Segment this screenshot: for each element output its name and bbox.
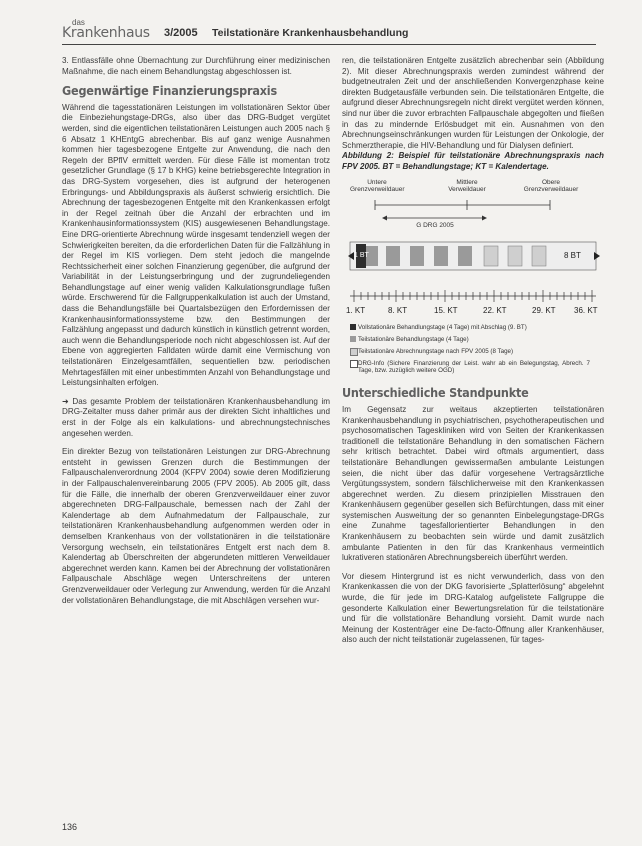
legend-swatch [350,324,356,330]
figure-caption: Abbildung 2: Beispiel für teilstationäre Abrechnungspraxis nach FPV 2005. BT = Behandlungstage; KT = Kalendertage. [342,151,604,171]
teilstationaer-bar [458,246,472,266]
label-lower-gvd: Untere Grenzverweildauer [350,179,405,194]
abrechnung-bar [508,246,522,266]
tick-label: 1. KT [346,306,366,316]
teilstationaer-bar [434,246,448,266]
legend-swatch [350,336,356,342]
running-title: Teilstationäre Krankenhausbehandlung [212,27,409,39]
abrechnung-bar [484,246,498,266]
legend-label: DRG-Info (Sichere Finanzierung der Leist. wahr ab ein Belegungstag, Abrech. 7 Tage, bzw. zuzüglich weitere OGD) [358,360,590,375]
legend-label: Teilstationäre Abrechnungstage nach FPV 2005 (8 Tage) [358,348,514,356]
page-number: 136 [62,822,78,832]
paragraph: Ein direkter Bezug von teilstationären Leistungen zur DRG-Abrechnung entsteht in gewissen Grenzen durch die Bestimmungen der Fallpauschalenverordnung 2004 (KFPV 2004) sowie deren Modifizierung in der Fallpauschalenvereinbarung 2005 (FPV 2005). Ab 2005 gilt, dass für die Fälle, die innerhalb der oberen Grenzverweildauer einer zuvor abgerechneten DRG-Fallpauschale, bemessen nach der Zahl der Kalendertage ab dem Aufnahmedatum der Fallpauschale, zur teilstationären Krankenhausbehandlung aufgenommen werden oder in demselben Krankenhaus von der vollstationären in die teilstationäre Versorgung wechseln, ein teilstationäres Entgelt erst nach dem 8. Kalendertag ab Überschreiten der abgerundeten mittleren Verweildauer abgerechnet werden kann. Kamen bei der Abrechnung der vollstationären Fallpauschale Abschläge wegen Unterschreitens der unteren Grenzverweildauer oder Verlegung zur Anwendung, werden für die Anzahl der vollstationären Behandlungstage, die mit Abschlägen versehen wur- [62,447,330,605]
bt-left-label: 1 BT [354,252,369,260]
timeline-svg [342,178,604,418]
tick-label: 22. KT [483,306,507,316]
logo-prefix: das [72,18,85,27]
paragraph: Während die tagesstationären Leistungen im vollstationären Sektor über die Einbeziehungstage-DRGs, also über das DRG-Budget vergütet werden, sind die eigentlichen teilstationären Leistungen auch 2005 nach § 6 Absatz 1 KHEntgG abrechenbar. Bis auf ganz wenige Ausnahmen kommen hier tagesbezogene Entgelte zur Anwendung, die nach den Regeln der BPflV ermittelt werden. Für diese Fälle ist momentan trotz gesetzlicher Grundlage (§ 17 b KHG) keine betriebsgerechte Integration in das DRG-System vorgesehen, dies ist aufgrund der heterogenen Erbringungs- und Abbildungspraxis als äußerst schwierig ersichtlich. Die Abrechnung der tagesbezogenen Entgelte mit den Krankenkassen erfolgt in der Regel zeitnah über die Anzahl der erbrachten und im Krankenhausinformationssystem (KIS) ausgewiesenen Behandlungstage. Eine DRG-orientierte Abrechnung würde insgesamt tendenziell wegen der Schwierigkeiten bereiten, da die erforderlichen Daten für die Fallzählung in der Regel im KIS vorliegen. Dem steht jedoch die mangelnde Rechtssicherheit einer solchen Finanzierung gegenüber, die aufgrund der Variabilität in der Leistungserbringung und der zugrundeliegenden Behandlungstage auf einer wenig validen Kalkulationsgrundlage fußen würde. Erschwerend für die Fallgruppenkalkulation ist auch der Umstand, dass die Behandlungsfälle bei Quartalsbezügen den Erfordernissen der Krankenhausinformationssysteme bzw. den Bestimmungen der Fallzählung angepasst und dadurch künstlich in künstlich getrennt worden, auch wenn die Behandlungsperiode noch nicht abgeschlossen ist. Auf der Ebene von aggregierten Falldaten würde damit eine Vermischung von teilstationären Einzelgesamtfällen, sequentiellen bzw. periodischen Mehrtagesfällen mit einer unbestimmten Anzahl von Behandlungstage und Leistungsinhalten erfolgen. [62,102,330,388]
journal-logo: Krankenhaus [62,25,150,41]
label-mean-vd: Mittlere Verweildauer [448,179,486,194]
tick-label: 8. KT [388,306,408,316]
label-upper-gvd: Obere Grenzverweildauer [523,179,579,194]
legend-item [358,348,598,355]
tick-label: 36. KT [574,306,598,316]
paragraph: Im Gegensatz zur weitaus akzeptierten teilstationären Krankenhausbehandlung in psychiatrischen, psychotherapeutischen und psychosomatischen Tageskliniken wird von Seiten der Krankenkassen traditionell die teilstationäre Behandlung in den somatischen Fächern sehr kritisch betrachtet. Dabei wird oftmals argumentiert, dass teilstationäre Behandlungen gewissermaßen ambulante Leistungen seien, die nicht über das dafür vorgesehene Vertragsärztliche Vergütungssystem, sondern fälschlicherweise mit den Krankenkassen abgerechnet werden. Zu diesem prinzipiellen Misstrauen den Krankenhäusern gegenüber gesellen sich Befürchtungen, dass mit einer systemischen Ausweitung der so genannten Einbelegungstage-DRGs eine Zunahme tagesfallorientierter Behandlungen in den Krankenhäusern zu beobachten sein würde und damit zusätzlich ambulante Patienten in den für das Krankenhaus vermeintlich lukrativeren stationären Abrechnungsbereich überführt werden. [342,404,604,563]
legend-label: Vollstationäre Behandlungstage (4 Tage) mit Abschlag (9. BT) [358,324,527,332]
intro-paragraph: 3. Entlassfälle ohne Übernachtung zur Durchführung einer medizinischen Maßnahme, die nach einem Behandlungstag abgeschlossen ist. [62,56,330,76]
section-heading-standpunkte: Unterschiedliche Standpunkte [342,385,529,401]
left-column [62,56,330,606]
drg-range-label: G DRG 2005 [416,222,454,230]
tick-label: 29. KT [532,306,556,316]
right-column [342,56,604,646]
paragraph: Vor diesem Hintergrund ist es nicht verwunderlich, dass von den Krankenkassen die von der DKG favorisierte „Splatterlösung“ abgelehnt wurde, die für jede im DRG-Katalog aufgelistete Fallgruppe die gesonderte Kalkulation einer Bewertungsrelation für die teilstationäre und für die vollstationäre Behandlung vorsieht. Damit wurde nach Meinung der Kostenträger eine De-facto-Öffnung aller Krankenhäuser, also auch der nicht teilstationär zugelassenen, für tages- [342,571,604,645]
issue-number: 3/2005 [164,27,198,39]
legend-item [358,336,598,343]
section-heading-finanzierung: Gegenwärtige Finanzierungspraxis [62,83,277,99]
legend-swatch [350,360,358,368]
legend-swatch [350,348,358,356]
tick-label: 15. KT [434,306,458,316]
figure-diagram [342,178,604,418]
teilstationaer-bar [410,246,424,266]
teilstationaer-bar [386,246,400,266]
bt-right-label: 8 BT [564,251,581,261]
abrechnung-bar [532,246,546,266]
legend-label: Teilstationäre Behandlungstage (4 Tage) [358,336,469,344]
header-rule [62,44,596,45]
highlight-paragraph: ➜ Das gesamte Problem der teilstationären Krankenhausbehandlung im DRG-Zeitalter muss daher primär aus der direkten Sicht inhaltliches und erst in der Folge als ein kalkulations- und abrechnungstechnisches angesehen werden. [62,396,330,438]
legend-item [358,324,598,331]
paragraph: ren, die teilstationären Entgelte zusätzlich abrechenbar sein (Abbildung 2). Mit dieser Abrechnungspraxis werden zumindest während der budgetneutralen Zeit und der anschließenden Konvergenzphase keine direkten Budgetausfälle verbunden sein. Die teilstationären Entgelte, die aufgrund dieser Abrechnungsregeln nicht direkt vergütet werden können, sind nur über die zuvor erbrachten Fallpauschale abgegolten und fließen in das zu mindernde Erlösbudget mit ein. Ausnahmen von den Abrechnungseinschränkungen wurden für Leistungen der Onkologie, der Schmerztherapie, die HIV-Behandlung und für Dialysen definiert. [342,56,604,150]
legend-item [358,360,590,374]
